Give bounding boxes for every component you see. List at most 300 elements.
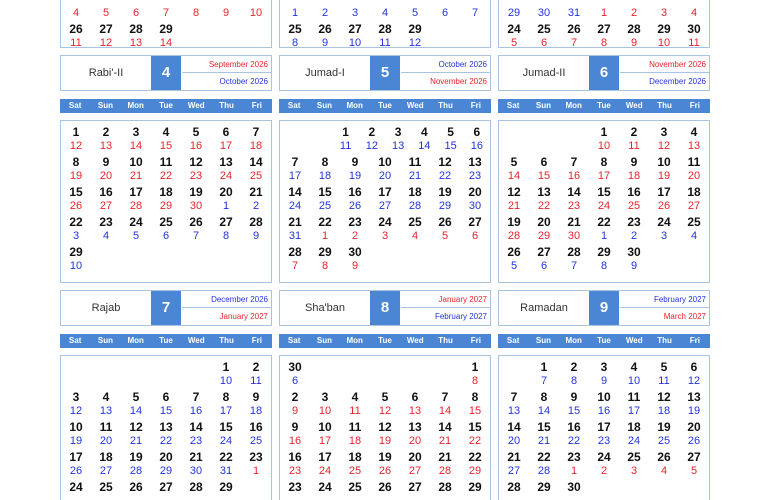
day-cell — [679, 450, 709, 480]
gregorian-day-number — [529, 495, 559, 500]
weekday-label: Fri — [470, 336, 481, 345]
day-cell — [241, 450, 271, 480]
gregorian-day-number: 5 — [132, 230, 140, 242]
day-cell — [589, 185, 619, 215]
hijri-day-number: 29 — [318, 245, 332, 259]
gregorian-day-number: 2 — [630, 230, 638, 242]
hijri-day-number: 1 — [540, 360, 548, 374]
hijri-day-number: 19 — [129, 450, 143, 464]
hijri-day-number: 21 — [189, 450, 203, 464]
gregorian-day-number — [91, 495, 121, 500]
gregorian-day-number: 16 — [189, 140, 203, 152]
gregorian-day-number — [91, 260, 121, 274]
weekday-label: Thu — [438, 101, 453, 110]
weekday-label: Sun — [316, 101, 332, 110]
gregorian-day-number — [211, 495, 241, 500]
day-cell — [310, 480, 340, 500]
day-cell — [649, 480, 679, 500]
hijri-day-number — [241, 22, 271, 37]
hijri-day-number: 4 — [630, 360, 638, 374]
gregorian-day-number: 11 — [379, 37, 391, 48]
gregorian-day-number: 19 — [69, 170, 83, 182]
hijri-day-number — [151, 245, 181, 260]
gregorian-day-number: 7 — [471, 7, 479, 19]
week-row — [499, 245, 709, 275]
gregorian-day-number — [460, 37, 490, 48]
gregorian-day-number: 11 — [628, 140, 640, 152]
day-cell — [340, 0, 370, 22]
hijri-day-number: 5 — [192, 125, 200, 139]
weekday-label: Thu — [657, 336, 672, 345]
hijri-day-number — [649, 480, 679, 495]
gregorian-day-number: 22 — [159, 170, 173, 182]
weekday-label: Thu — [219, 336, 234, 345]
gregorian-day-number — [529, 140, 559, 154]
hijri-day-number: 28 — [627, 22, 641, 36]
day-cell — [211, 360, 241, 390]
gregorian-day-number: 5 — [510, 260, 518, 272]
gregorian-day-number: 1 — [600, 230, 608, 242]
week-row — [499, 155, 709, 185]
gregorian-day-number — [370, 375, 400, 389]
gregorian-day-number: 2 — [321, 7, 329, 19]
hijri-day-number: 1 — [471, 360, 479, 374]
week-rows — [280, 360, 490, 500]
hijri-day-number — [400, 245, 430, 260]
gregorian-day-number: 17 — [627, 405, 641, 417]
hijri-day-number: 19 — [507, 215, 521, 229]
day-cell — [529, 215, 559, 245]
hijri-day-number: 14 — [507, 420, 521, 434]
weekday-label: Thu — [219, 101, 234, 110]
day-cell — [460, 245, 490, 275]
day-cell — [460, 450, 490, 480]
hijri-day-number: 9 — [252, 390, 260, 404]
gregorian-day-number: 1 — [321, 230, 329, 242]
day-cell — [340, 245, 370, 275]
hijri-day-number: 27 — [597, 22, 611, 36]
gregorian-day-number — [649, 260, 679, 274]
day-cell — [400, 155, 430, 185]
gregorian-day-number — [679, 260, 709, 274]
hijri-day-number: 17 — [318, 450, 332, 464]
gregorian-day-number: 18 — [249, 140, 263, 152]
hijri-day-number: 17 — [69, 450, 83, 464]
day-cell — [340, 420, 370, 450]
day-cell — [529, 360, 559, 390]
day-cell — [649, 125, 679, 155]
day-cell — [241, 125, 271, 155]
hijri-day-number: 6 — [690, 360, 698, 374]
day-cell — [400, 22, 430, 48]
hijri-day-number: 27 — [468, 215, 482, 229]
gregorian-day-number: 9 — [321, 37, 329, 48]
day-cell — [529, 245, 559, 275]
day-cell — [211, 420, 241, 450]
weekday-label: Sun — [97, 101, 113, 110]
month-days-body — [60, 0, 272, 48]
week-row — [499, 390, 709, 420]
hijri-day-number: 15 — [219, 420, 233, 434]
gregorian-day-number: 6 — [540, 37, 548, 48]
gregorian-day-number: 23 — [597, 435, 611, 447]
day-cell — [529, 450, 559, 480]
week-row — [280, 22, 490, 48]
day-cell — [430, 480, 460, 500]
gregorian-day-number: 1 — [252, 465, 260, 477]
day-cell — [151, 125, 181, 155]
hijri-day-number — [400, 360, 430, 375]
gregorian-day-number — [649, 495, 679, 500]
hijri-day-number: 14 — [438, 420, 452, 434]
hijri-day-number: 14 — [189, 420, 203, 434]
hijri-day-number — [430, 360, 460, 375]
day-cell — [181, 450, 211, 480]
gregorian-day-number: 1 — [291, 7, 299, 19]
hijri-day-number — [619, 480, 649, 495]
hijri-day-number: 25 — [408, 215, 422, 229]
gregorian-day-number — [460, 260, 490, 274]
day-cell — [499, 245, 529, 275]
hijri-day-number: 3 — [72, 390, 80, 404]
day-cell — [211, 215, 241, 245]
hijri-day-number: 13 — [159, 420, 173, 434]
gregorian-day-number: 6 — [291, 375, 299, 387]
hijri-day-number: 20 — [468, 185, 482, 199]
hijri-day-number: 23 — [288, 480, 302, 494]
gregorian-day-number — [61, 495, 91, 500]
gregorian-day-number: 21 — [408, 170, 422, 182]
day-cell — [306, 125, 332, 155]
gregorian-day-number — [679, 495, 709, 500]
day-cell — [280, 480, 310, 500]
day-cell — [211, 245, 241, 275]
day-cell — [370, 215, 400, 245]
gregorian-day-number: 23 — [189, 435, 203, 447]
gregorian-day-number: 14 — [537, 405, 551, 417]
gregorian-day-number: 29 — [159, 200, 173, 212]
hijri-day-number: 26 — [129, 480, 143, 494]
hijri-day-number — [619, 0, 649, 7]
hijri-day-number — [211, 245, 241, 260]
day-cell — [619, 22, 649, 48]
hijri-day-number: 1 — [342, 125, 349, 139]
weekday-label: Mon — [127, 336, 144, 345]
day-cell — [589, 360, 619, 390]
day-cell — [151, 420, 181, 450]
day-cell — [559, 390, 589, 420]
weekday-label: Tue — [378, 336, 392, 345]
day-cell — [589, 450, 619, 480]
hijri-day-number: 25 — [348, 480, 362, 494]
hijri-day-number: 10 — [318, 420, 332, 434]
gregorian-day-number: 11 — [339, 140, 352, 152]
hijri-day-number: 27 — [99, 22, 113, 36]
day-cell — [61, 155, 91, 185]
hijri-day-number: 8 — [600, 155, 608, 169]
gregorian-day-number: 17 — [318, 435, 332, 447]
day-cell — [211, 125, 241, 155]
weekday-label: Sat — [68, 336, 82, 345]
gregorian-day-number — [499, 140, 529, 154]
day-cell — [151, 215, 181, 245]
gregorian-day-number: 28 — [507, 230, 521, 242]
gregorian-day-number — [499, 375, 529, 389]
weekday-label: Thu — [657, 101, 672, 110]
hijri-day-number: 7 — [291, 155, 299, 169]
hijri-day-number: 21 — [438, 450, 452, 464]
gregorian-day-number: 26 — [69, 200, 83, 212]
gregorian-day-number: 9 — [351, 260, 359, 272]
gregorian-day-number: 22 — [537, 200, 551, 212]
hijri-day-number — [370, 360, 400, 375]
gregorian-day-number: 10 — [348, 37, 362, 48]
gregorian-day-number: 24 — [627, 435, 641, 447]
hijri-day-number: 26 — [438, 215, 452, 229]
hijri-day-number: 5 — [381, 390, 389, 404]
week-rows — [61, 125, 271, 275]
hijri-day-number: 3 — [600, 360, 608, 374]
hijri-day-number: 27 — [348, 22, 362, 36]
hijri-day-number: 30 — [567, 480, 581, 494]
hijri-day-number: 10 — [69, 420, 83, 434]
day-cell — [619, 155, 649, 185]
hijri-month-number: 8 — [370, 291, 400, 325]
hijri-day-number: 3 — [321, 390, 329, 404]
gregorian-day-number — [121, 375, 151, 389]
gregorian-day-number: 9 — [252, 230, 260, 242]
week-row — [280, 245, 490, 275]
gregorian-day-number: 3 — [351, 7, 359, 19]
gregorian-day-number — [211, 37, 241, 48]
hijri-day-number: 28 — [378, 22, 392, 36]
gregorian-day-number — [340, 375, 370, 389]
hijri-day-number: 12 — [438, 155, 452, 169]
gregorian-day-number: 2 — [600, 465, 608, 477]
hijri-day-number: 7 — [252, 125, 260, 139]
gregorian-day-number: 2 — [252, 200, 260, 212]
hijri-day-number: 26 — [189, 215, 203, 229]
hijri-day-number — [649, 0, 679, 7]
gregorian-day-number — [181, 495, 211, 500]
day-cell — [280, 185, 310, 215]
day-cell — [460, 22, 490, 48]
weekday-label: Fri — [470, 101, 481, 110]
gregorian-day-number: 28 — [408, 200, 422, 212]
gregorian-day-number: 1 — [570, 465, 578, 477]
hijri-day-number: 4 — [421, 125, 428, 139]
week-row — [499, 22, 709, 48]
gregorian-day-number: 28 — [129, 465, 143, 477]
week-row — [499, 480, 709, 500]
day-cell — [619, 480, 649, 500]
day-cell — [91, 22, 121, 48]
gregorian-day-number: 19 — [378, 435, 392, 447]
week-row — [61, 245, 271, 275]
gregorian-day-number: 29 — [507, 7, 521, 19]
day-cell — [151, 480, 181, 500]
week-row — [280, 0, 490, 22]
hijri-day-number: 25 — [687, 215, 701, 229]
gregorian-day-number: 10 — [657, 37, 671, 48]
gregorian-day-number — [400, 495, 430, 500]
hijri-day-number: 5 — [510, 155, 518, 169]
day-cell — [499, 185, 529, 215]
gregorian-day-number: 15 — [468, 405, 482, 417]
gregorian-day-number — [241, 37, 271, 48]
day-cell — [460, 215, 490, 245]
hijri-month-number: 9 — [589, 291, 619, 325]
day-cell — [649, 245, 679, 275]
day-cell — [181, 125, 211, 155]
day-cell — [464, 125, 490, 155]
gregorian-day-number: 13 — [129, 37, 143, 48]
gregorian-day-number — [61, 375, 91, 389]
gregorian-day-number: 14 — [129, 140, 143, 152]
day-cell — [151, 0, 181, 22]
hijri-day-number: 23 — [99, 215, 113, 229]
day-cell — [499, 0, 529, 22]
day-cell — [529, 22, 559, 48]
gregorian-day-number: 24 — [288, 200, 302, 212]
day-cell — [181, 22, 211, 48]
month-block — [279, 55, 491, 285]
day-cell — [61, 420, 91, 450]
hijri-day-number: 24 — [378, 215, 392, 229]
hijri-day-number: 18 — [627, 420, 641, 434]
day-cell — [61, 185, 91, 215]
week-row — [499, 0, 709, 22]
hijri-day-number: 2 — [630, 125, 638, 139]
day-cell — [280, 245, 310, 275]
gregorian-day-number — [559, 140, 589, 154]
hijri-day-number: 28 — [249, 215, 263, 229]
gregorian-month-label: November 2026 — [620, 56, 709, 73]
gregorian-day-number: 16 — [189, 405, 203, 417]
hijri-day-number: 7 — [510, 390, 518, 404]
gregorian-day-number: 6 — [132, 7, 140, 19]
hijri-day-number: 20 — [219, 185, 233, 199]
gregorian-day-number: 31 — [288, 230, 302, 242]
hijri-day-number: 12 — [129, 420, 143, 434]
gregorian-day-number — [121, 495, 151, 500]
gregorian-day-number: 25 — [318, 200, 332, 212]
hijri-day-number — [430, 245, 460, 260]
hijri-day-number: 28 — [288, 245, 302, 259]
gregorian-day-number: 18 — [318, 170, 332, 182]
day-cell — [121, 215, 151, 245]
day-cell — [370, 155, 400, 185]
day-cell — [589, 155, 619, 185]
gregorian-day-number: 24 — [219, 435, 233, 447]
weekday-label: Sat — [506, 101, 520, 110]
hijri-day-number: 30 — [288, 360, 302, 374]
hijri-day-number: 9 — [102, 155, 110, 169]
day-cell — [340, 390, 370, 420]
day-cell — [499, 125, 529, 155]
day-cell — [385, 125, 411, 155]
gregorian-day-number — [151, 375, 181, 389]
hijri-day-number: 22 — [219, 450, 233, 464]
hijri-day-number: 9 — [291, 420, 299, 434]
hijri-day-number — [430, 0, 460, 7]
hijri-day-number: 19 — [189, 185, 203, 199]
gregorian-day-number: 11 — [70, 37, 82, 48]
day-cell — [121, 480, 151, 500]
hijri-day-number: 6 — [162, 390, 170, 404]
day-cell — [400, 185, 430, 215]
hijri-day-number: 24 — [69, 480, 83, 494]
weekday-label: Wed — [625, 101, 643, 110]
hijri-day-number: 22 — [537, 450, 551, 464]
hijri-day-number: 18 — [348, 450, 362, 464]
hijri-day-number: 21 — [249, 185, 263, 199]
gregorian-day-number: 22 — [159, 435, 173, 447]
hijri-day-number: 21 — [288, 215, 302, 229]
hijri-month-number: 4 — [151, 56, 181, 90]
day-cell — [241, 185, 271, 215]
day-cell — [121, 360, 151, 390]
week-row — [280, 215, 490, 245]
day-cell — [430, 0, 460, 22]
month-fragment — [60, 0, 272, 48]
gregorian-day-number: 3 — [660, 7, 668, 19]
hijri-day-number: 11 — [99, 420, 113, 434]
hijri-day-number: 13 — [468, 155, 482, 169]
day-cell — [359, 125, 385, 155]
hijri-day-number: 30 — [687, 22, 701, 36]
gregorian-day-number: 28 — [129, 200, 143, 212]
day-cell — [181, 155, 211, 185]
hijri-day-number: 26 — [567, 22, 581, 36]
hijri-day-number — [306, 125, 332, 140]
hijri-day-number — [499, 0, 529, 7]
weekday-label: Sun — [316, 336, 332, 345]
gregorian-day-number — [280, 495, 310, 500]
hijri-day-number: 7 — [192, 390, 200, 404]
hijri-day-number: 26 — [657, 450, 671, 464]
week-row — [61, 22, 271, 48]
day-cell — [529, 480, 559, 500]
gregorian-day-number: 5 — [102, 7, 110, 19]
day-cell — [649, 390, 679, 420]
day-cell — [460, 185, 490, 215]
weekday-label: Tue — [597, 101, 611, 110]
hijri-day-number — [499, 125, 529, 140]
hijri-day-number: 14 — [567, 185, 581, 199]
day-cell — [400, 360, 430, 390]
hijri-day-number — [460, 22, 490, 37]
hijri-day-number — [679, 480, 709, 495]
week-row — [280, 155, 490, 185]
day-cell — [340, 22, 370, 48]
gregorian-day-number: 21 — [129, 435, 143, 447]
hijri-day-number — [340, 0, 370, 7]
weekday-label: Fri — [251, 336, 262, 345]
gregorian-day-number: 4 — [102, 230, 110, 242]
day-cell — [370, 245, 400, 275]
day-cell — [499, 480, 529, 500]
hijri-month-name: Jumad-II — [522, 67, 566, 79]
hijri-day-number: 13 — [687, 390, 701, 404]
day-cell — [589, 0, 619, 22]
gregorian-day-number: 17 — [219, 405, 233, 417]
weekday-label: Tue — [159, 336, 173, 345]
gregorian-day-number: 6 — [540, 260, 548, 272]
hijri-day-number: 3 — [394, 125, 402, 139]
hijri-day-number: 17 — [597, 420, 611, 434]
month-days-body — [279, 120, 491, 283]
